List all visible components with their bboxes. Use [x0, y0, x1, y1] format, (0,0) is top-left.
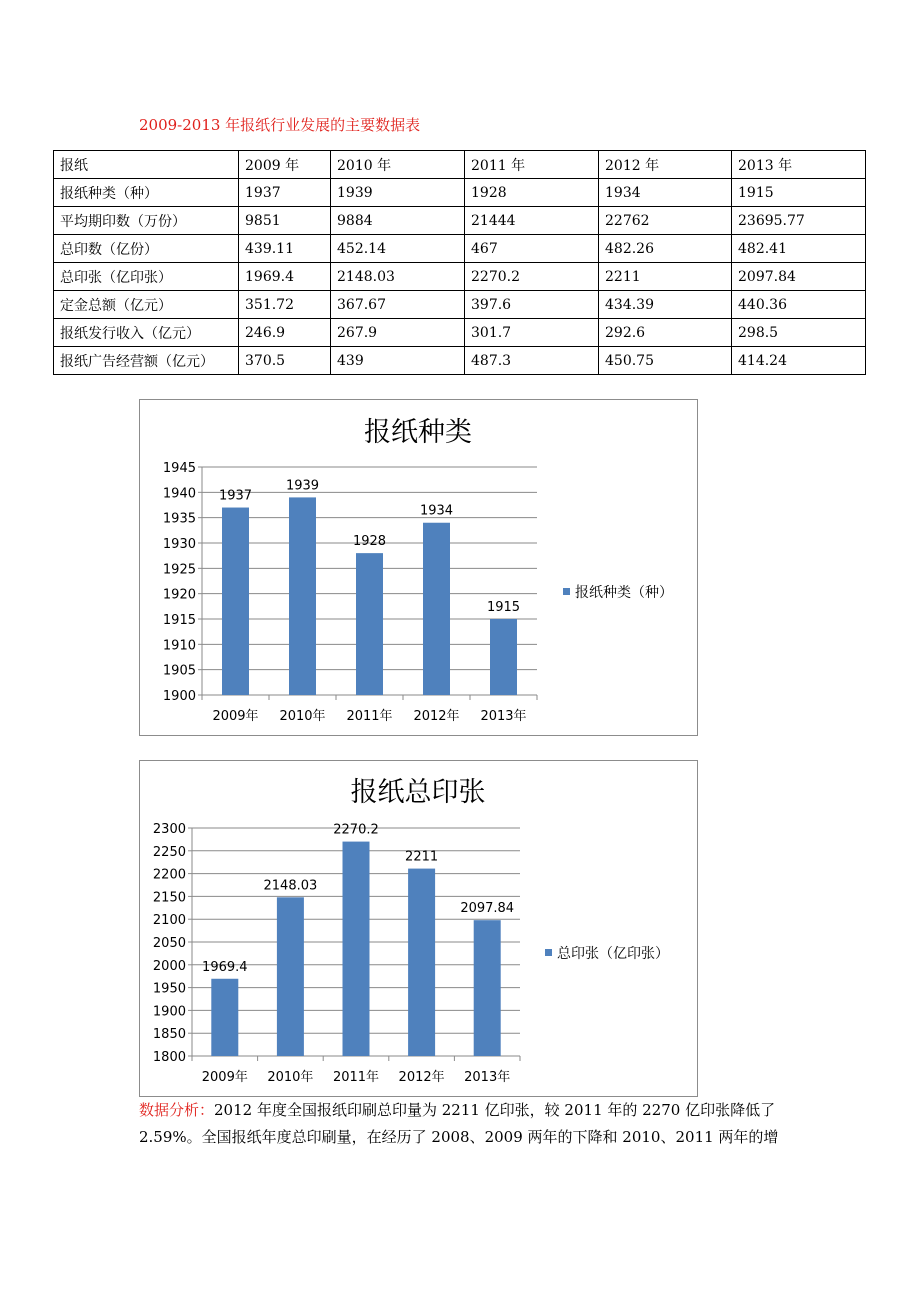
table-cell: 414.24	[732, 347, 866, 375]
y-tick-label: 2150	[152, 890, 186, 906]
data-label: 1928	[352, 534, 387, 550]
chart-total-sheets	[139, 760, 698, 1097]
legend-label: 总印张（亿印张）	[557, 946, 669, 962]
data-label: 1934	[419, 503, 454, 519]
x-tick-label: 2013年	[464, 1070, 511, 1085]
table-cell: 467	[465, 235, 599, 263]
table-cell: 397.6	[465, 291, 599, 319]
table-cell: 1928	[465, 179, 599, 207]
table-cell: 23695.77	[732, 207, 866, 235]
x-tick-label: 2010年	[279, 709, 326, 724]
y-tick-label: 1905	[162, 663, 196, 679]
x-tick-label: 2009年	[201, 1070, 248, 1085]
y-tick-label: 1935	[162, 511, 196, 527]
y-tick-label: 1945	[162, 461, 196, 476]
data-table	[53, 150, 866, 375]
table-header-cell: 2013 年	[732, 151, 866, 179]
x-tick-label: 2012年	[413, 709, 460, 724]
y-tick-label: 1850	[152, 1027, 186, 1043]
table-cell: 2148.03	[331, 263, 465, 291]
bar	[343, 842, 370, 1056]
table-cell: 1915	[732, 179, 866, 207]
data-label: 1939	[285, 478, 320, 494]
x-tick-label: 2009年	[212, 709, 259, 724]
x-tick-label: 2011年	[332, 1070, 380, 1085]
x-tick-label: 2012年	[398, 1070, 445, 1085]
bar	[211, 979, 238, 1056]
bar	[490, 619, 517, 695]
y-tick-label: 1900	[162, 689, 196, 704]
y-tick-label: 2300	[152, 822, 186, 837]
chart-newspaper-types-svg	[140, 400, 697, 735]
data-label: 2148.03	[263, 878, 318, 894]
table-cell: 定金总额（亿元）	[54, 291, 239, 319]
y-tick-label: 2250	[152, 844, 186, 860]
table-cell: 452.14	[331, 235, 465, 263]
table-cell: 482.41	[732, 235, 866, 263]
bar	[222, 508, 249, 695]
table-cell: 2097.84	[732, 263, 866, 291]
data-label: 1915	[486, 600, 521, 615]
y-tick-label: 2000	[152, 958, 186, 974]
table-header-cell: 报纸	[54, 151, 239, 179]
table-cell: 482.26	[599, 235, 732, 263]
table-cell: 2270.2	[465, 263, 599, 291]
table-header-row	[54, 151, 866, 179]
table-cell: 报纸发行收入（亿元）	[54, 319, 239, 347]
bar	[277, 897, 304, 1056]
table-row	[54, 207, 866, 235]
table-cell: 1939	[331, 179, 465, 207]
y-tick-label: 1900	[152, 1004, 186, 1020]
table-cell: 351.72	[239, 291, 331, 319]
x-tick-label: 2010年	[267, 1070, 314, 1085]
table-cell: 267.9	[331, 319, 465, 347]
bar	[408, 869, 435, 1056]
table-cell: 370.5	[239, 347, 331, 375]
table-title: 2009-2013 年报纸行业发展的主要数据表	[139, 116, 421, 134]
table-cell: 298.5	[732, 319, 866, 347]
table-row	[54, 347, 866, 375]
table-cell: 9851	[239, 207, 331, 235]
table-header-cell: 2012 年	[599, 151, 732, 179]
table-cell: 总印张（亿印张）	[54, 263, 239, 291]
table-cell: 平均期印数（万份）	[54, 207, 239, 235]
analysis-text: 2012 年度全国报纸印刷总印量为 2211 亿印张，较 2011 年的 2270 亿印张降低了 2.59%。全国报纸年度总印刷量，在经历了 2008、2009 两年的下降和 2010、2011 两年的增	[139, 1101, 779, 1146]
bar	[356, 553, 383, 695]
legend-label: 报纸种类（种）	[575, 585, 673, 601]
table-header-cell: 2011 年	[465, 151, 599, 179]
y-tick-label: 1930	[162, 537, 196, 552]
y-tick-label: 1920	[162, 587, 196, 603]
data-label: 1937	[218, 488, 253, 504]
y-tick-label: 2050	[152, 936, 186, 951]
table-cell: 439	[331, 347, 465, 375]
analysis-label: 数据分析：	[139, 1101, 215, 1119]
chart-title: 报纸种类	[364, 417, 472, 448]
y-tick-label: 1915	[162, 613, 196, 628]
table-cell: 报纸广告经营额（亿元）	[54, 347, 239, 375]
data-label: 2211	[405, 849, 439, 865]
table-cell: 报纸种类（种）	[54, 179, 239, 207]
y-tick-label: 1925	[162, 562, 196, 578]
table-cell: 1969.4	[239, 263, 331, 291]
table-cell: 2211	[599, 263, 732, 291]
x-tick-label: 2011年	[346, 709, 393, 724]
legend-swatch	[545, 949, 552, 956]
table-row	[54, 319, 866, 347]
table-row	[54, 235, 866, 263]
table-cell: 434.39	[599, 291, 732, 319]
analysis-paragraph	[139, 1097, 789, 1151]
y-tick-label: 2100	[152, 913, 186, 929]
y-tick-label: 1910	[162, 638, 196, 654]
data-label: 1969.4	[202, 959, 248, 975]
table-cell: 439.11	[239, 235, 331, 263]
table-header-cell: 2010 年	[331, 151, 465, 179]
y-tick-label: 1940	[162, 486, 196, 502]
table-cell: 1937	[239, 179, 331, 207]
table-cell: 246.9	[239, 319, 331, 347]
y-tick-label: 2200	[152, 867, 186, 883]
table-cell: 22762	[599, 207, 732, 235]
table-cell: 21444	[465, 207, 599, 235]
table-cell: 487.3	[465, 347, 599, 375]
chart-total-sheets-svg	[140, 761, 697, 1096]
table-cell: 292.6	[599, 319, 732, 347]
table-cell: 440.36	[732, 291, 866, 319]
table-row	[54, 263, 866, 291]
y-tick-label: 1950	[152, 981, 186, 997]
bar	[474, 920, 501, 1056]
data-label: 2097.84	[460, 901, 515, 917]
table-row	[54, 291, 866, 319]
table-cell: 1934	[599, 179, 732, 207]
table-cell: 9884	[331, 207, 465, 235]
data-label: 2270.2	[333, 822, 379, 838]
table-header-cell: 2009 年	[239, 151, 331, 179]
x-tick-label: 2013年	[480, 709, 527, 724]
chart-newspaper-types	[139, 399, 698, 736]
bar	[289, 497, 316, 695]
table-cell: 301.7	[465, 319, 599, 347]
bar	[423, 523, 450, 695]
chart-title: 报纸总印张	[350, 777, 486, 808]
table-row	[54, 179, 866, 207]
table-cell: 367.67	[331, 291, 465, 319]
y-tick-label: 1800	[152, 1050, 186, 1065]
legend-swatch	[563, 588, 570, 595]
table-cell: 450.75	[599, 347, 732, 375]
table-cell: 总印数（亿份）	[54, 235, 239, 263]
